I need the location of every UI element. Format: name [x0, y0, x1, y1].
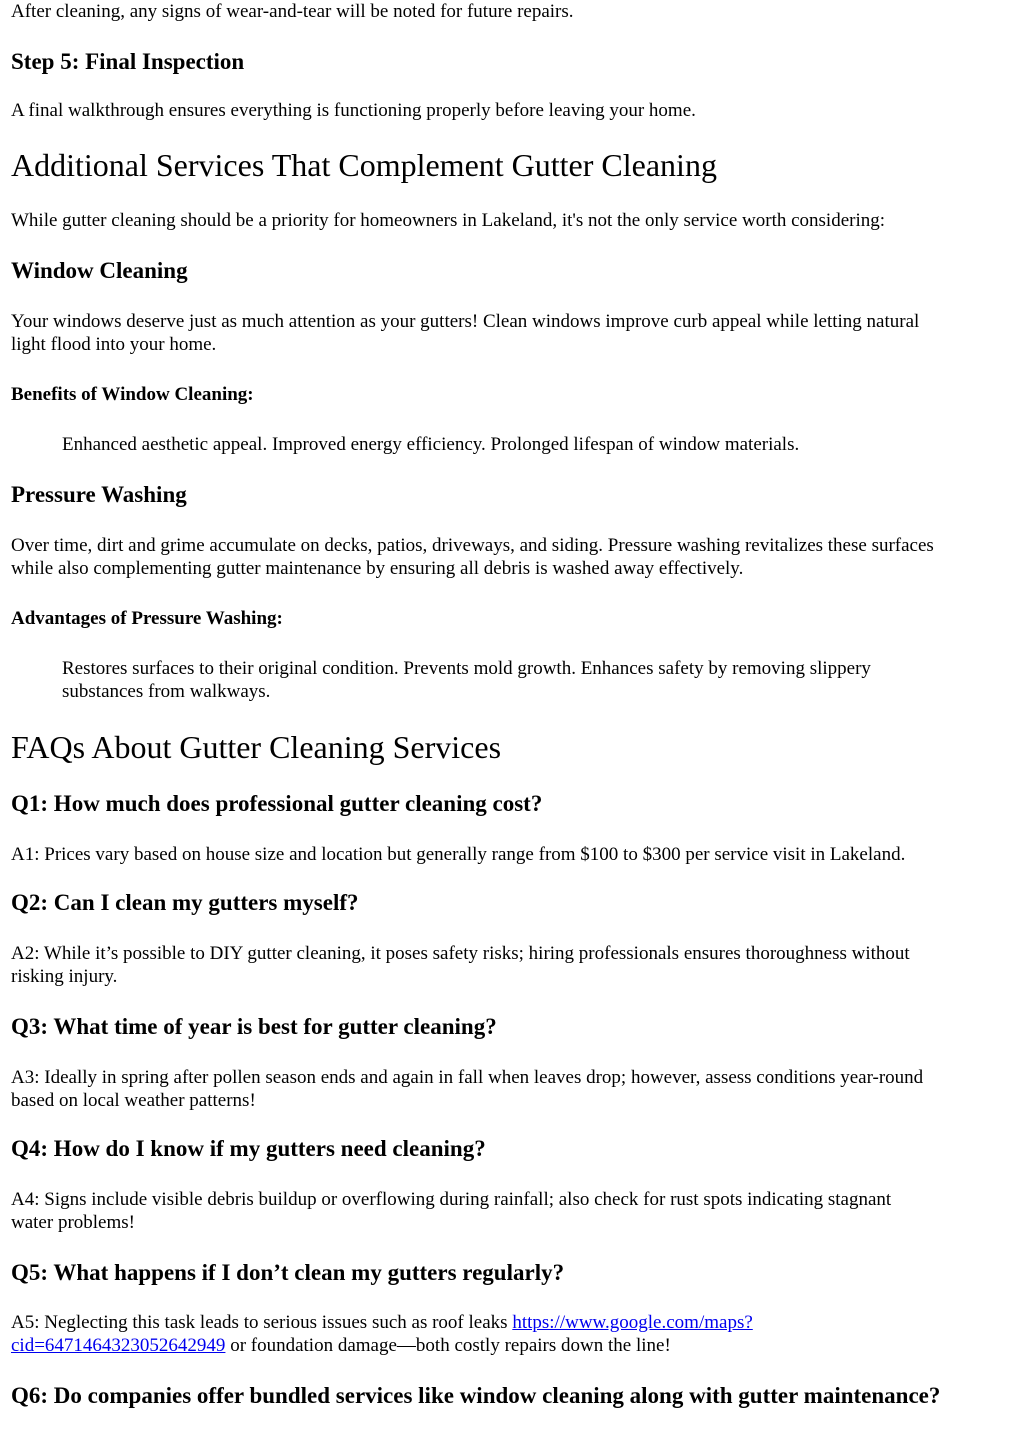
- window-cleaning-text-line2: light flood into your home.: [11, 334, 217, 355]
- pressure-advantages-line1: Restores surfaces to their original condition. Prevents mold growth. Enhances safety by removing slippery: [62, 658, 871, 679]
- window-cleaning-text: [11, 310, 919, 356]
- faq-q5-answer-line1: [11, 1311, 753, 1334]
- window-cleaning-text-line1: Your windows deserve just as much attention as your gutters! Clean windows improve curb appeal while letting natural: [11, 311, 920, 332]
- pressure-advantages-text: [62, 657, 871, 703]
- faq-q3-answer-line2: based on local weather patterns!: [11, 1090, 256, 1111]
- faq-q2-answer-line2: risking injury.: [11, 966, 118, 987]
- faq-q1-question: Q1: How much does professional gutter cleaning cost?: [11, 791, 543, 816]
- maps-link-part1[interactable]: https://www.google.com/maps?: [512, 1312, 753, 1333]
- faq-q5-answer-suffix: or foundation damage—both costly repairs down the line!: [225, 1335, 671, 1356]
- window-cleaning-heading: Window Cleaning: [11, 258, 188, 283]
- faq-q2-question: Q2: Can I clean my gutters myself?: [11, 890, 359, 915]
- faq-q3-answer-line1: A3: Ideally in spring after pollen season ends and again in fall when leaves drop; however, assess conditions year-round: [11, 1067, 924, 1088]
- faq-q6-question: Q6: Do companies offer bundled services like window cleaning along with gutter maintenance?: [11, 1383, 941, 1408]
- faq-q4-question: Q4: How do I know if my gutters need cleaning?: [11, 1136, 486, 1161]
- faq-q3-question: Q3: What time of year is best for gutter cleaning?: [11, 1014, 497, 1039]
- additional-services-heading: Additional Services That Complement Gutter Cleaning: [11, 147, 717, 183]
- intro-line: After cleaning, any signs of wear-and-tear will be noted for future repairs.: [11, 1, 574, 22]
- faq-q3-answer: [11, 1066, 923, 1112]
- faq-q4-answer-line1: A4: Signs include visible debris buildup or overflowing during rainfall; also check for rust spots indicating stagnant: [11, 1189, 892, 1210]
- pressure-advantages-heading: Advantages of Pressure Washing:: [11, 608, 283, 629]
- window-benefits-text: Enhanced aesthetic appeal. Improved energy efficiency. Prolonged lifespan of window materials.: [62, 434, 800, 455]
- faq-q1-answer: A1: Prices vary based on house size and location but generally range from $100 to $300 per service visit in Lakeland.: [11, 844, 906, 865]
- faq-q4-answer: [11, 1188, 891, 1234]
- pressure-washing-text-line2: while also complementing gutter maintenance by ensuring all debris is washed away effectively.: [11, 558, 744, 579]
- pressure-washing-text: [11, 534, 934, 580]
- window-benefits-heading: Benefits of Window Cleaning:: [11, 384, 254, 405]
- step5-text: A final walkthrough ensures everything is functioning properly before leaving your home.: [11, 100, 696, 121]
- faq-q5-answer-line2: [11, 1334, 753, 1357]
- faq-q2-answer: [11, 942, 910, 988]
- faqs-heading: FAQs About Gutter Cleaning Services: [11, 729, 502, 765]
- maps-link-part2[interactable]: cid=6471464323052642949: [11, 1335, 226, 1356]
- pressure-advantages-line2: substances from walkways.: [62, 681, 271, 702]
- faq-q5-answer-prefix: A5: Neglecting this task leads to serious issues such as roof leaks: [11, 1312, 513, 1333]
- step5-heading: Step 5: Final Inspection: [11, 49, 245, 74]
- faq-q4-answer-line2: water problems!: [11, 1212, 135, 1233]
- pressure-washing-heading: Pressure Washing: [11, 482, 187, 507]
- faq-q5-question: Q5: What happens if I don’t clean my gutters regularly?: [11, 1260, 565, 1285]
- faq-q5-answer: [11, 1311, 753, 1357]
- pressure-washing-text-line1: Over time, dirt and grime accumulate on decks, patios, driveways, and siding. Pressure washing revitalizes these surfaces: [11, 535, 934, 556]
- additional-services-intro: While gutter cleaning should be a priority for homeowners in Lakeland, it's not the only service worth considering:: [11, 210, 886, 231]
- faq-q2-answer-line1: A2: While it’s possible to DIY gutter cleaning, it poses safety risks; hiring professionals ensures thoroughness without: [11, 943, 910, 964]
